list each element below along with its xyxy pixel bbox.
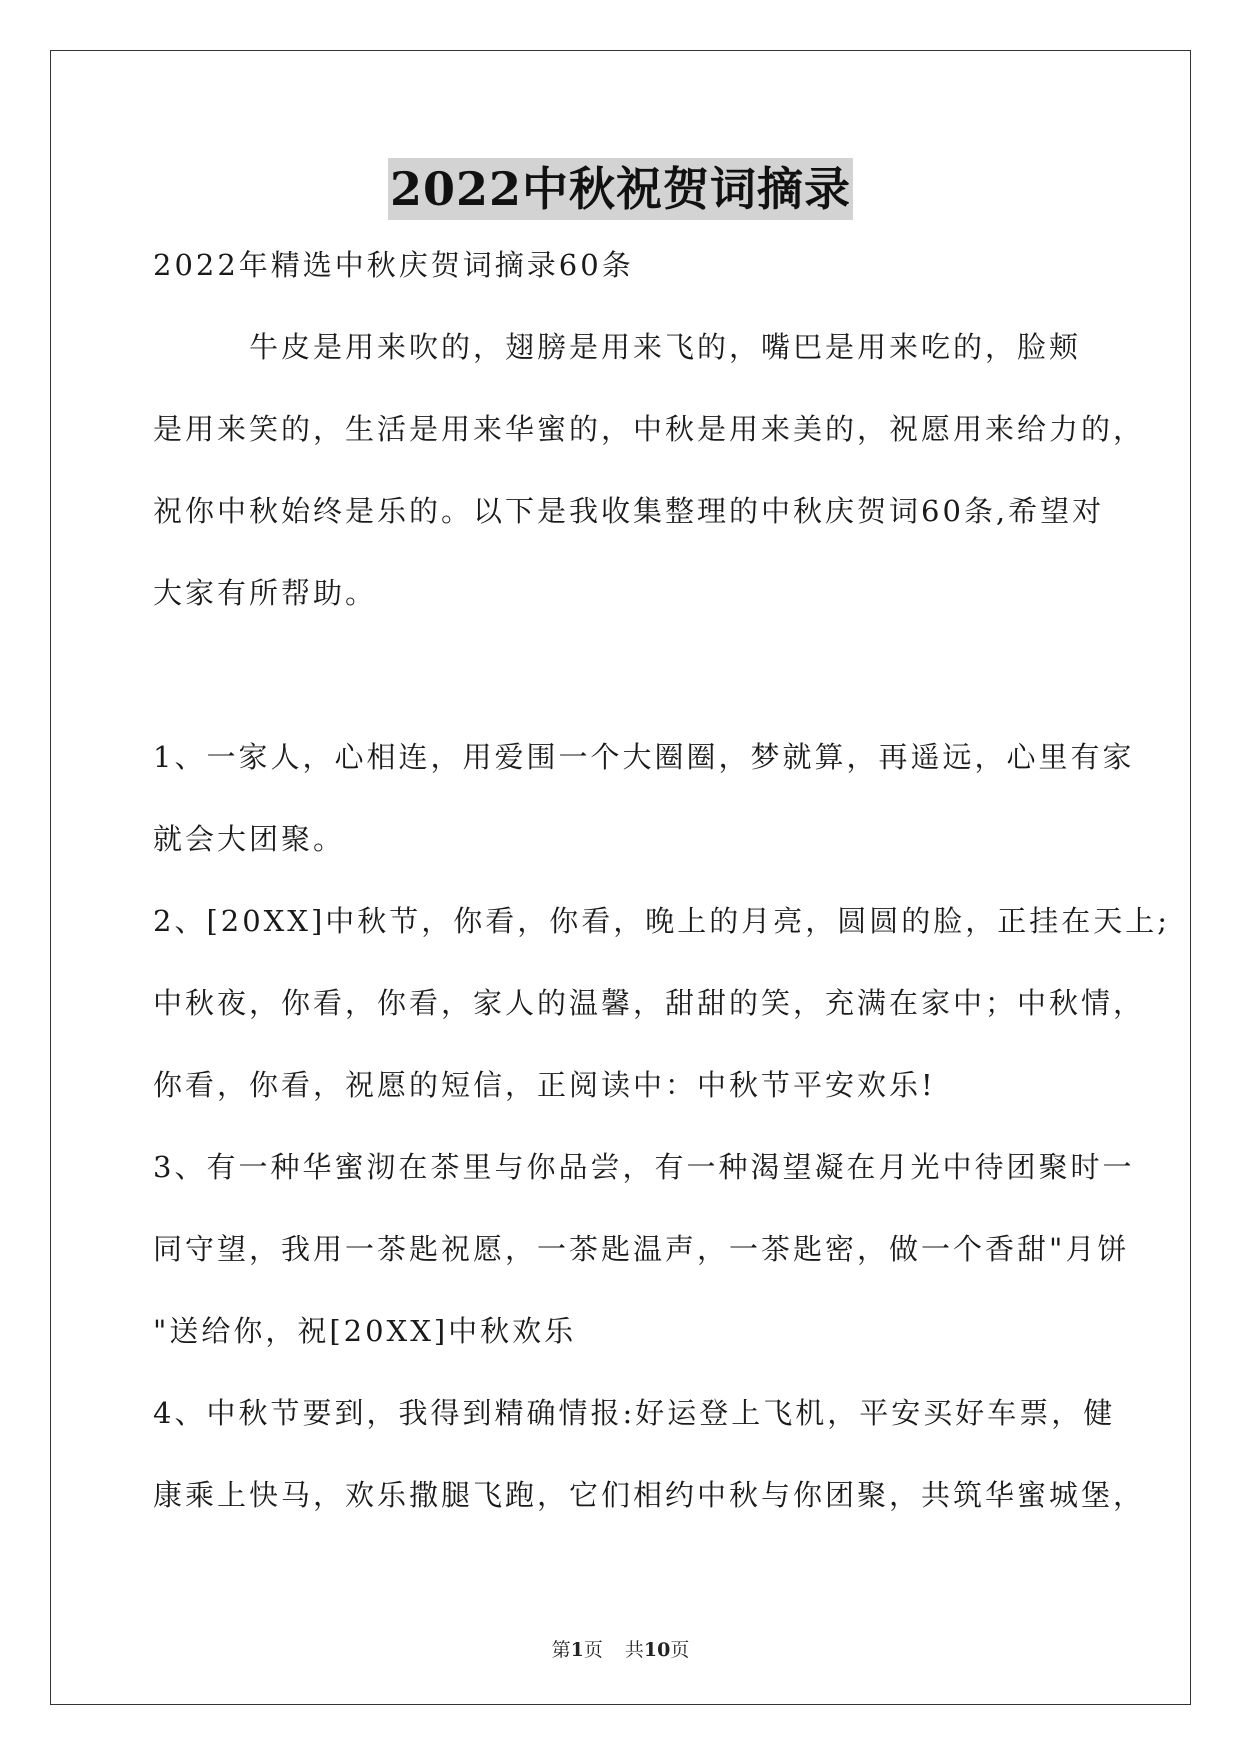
footer-page-current: 1 (570, 1639, 584, 1661)
document-body (153, 248, 1171, 1562)
footer-total-prefix: 共 (624, 1639, 644, 1661)
document-subtitle: 2022年精选中秋庆贺词摘录60条 (153, 248, 634, 282)
item-line: "送给你，祝[20XX]中秋欢乐 (153, 1314, 577, 1348)
intro-line: 是用来笑的，生活是用来华蜜的，中秋是用来美的，祝愿用来给力的， (153, 412, 1146, 446)
document-title: 2022中秋祝贺词摘录 (388, 158, 853, 220)
footer-total-suffix: 页 (670, 1639, 690, 1661)
item-line: 4、中秋节要到，我得到精确情报:好运登上飞机，平安买好车票，健 (153, 1396, 1116, 1430)
title-container (0, 158, 1241, 220)
intro-line: 牛皮是用来吹的，翅膀是用来飞的，嘴巴是用来吃的，脸颊 (153, 330, 1082, 364)
item-line: 你看，你看，祝愿的短信，正阅读中：中秋节平安欢乐! (153, 1068, 936, 1102)
intro-line: 大家有所帮助。 (153, 576, 378, 610)
intro-line: 祝你中秋始终是乐的。以下是我收集整理的中秋庆贺词60条,希望对 (153, 494, 1105, 528)
footer-page-suffix: 页 (583, 1639, 603, 1661)
item-line: 1、一家人，心相连，用爱围一个大圈圈，梦就算，再遥远，心里有家 (153, 740, 1135, 774)
page-footer (0, 1635, 1241, 1662)
item-line: 3、有一种华蜜沏在茶里与你品尝，有一种渴望凝在月光中待团聚时一 (153, 1150, 1135, 1184)
item-line: 同守望，我用一茶匙祝愿，一茶匙温声，一茶匙密，做一个香甜"月饼 (153, 1232, 1130, 1266)
item-line: 中秋夜，你看，你看，家人的温馨，甜甜的笑，充满在家中；中秋情， (153, 986, 1146, 1020)
paragraph-gap (153, 660, 1098, 742)
footer-page-prefix: 第 (551, 1639, 571, 1661)
footer-page-total: 10 (643, 1639, 671, 1661)
item-line: 康乘上快马，欢乐撒腿飞跑，它们相约中秋与你团聚，共筑华蜜城堡， (153, 1478, 1146, 1512)
item-line: 就会大团聚。 (153, 822, 346, 856)
item-line: 2、[20XX]中秋节，你看，你看，晚上的月亮，圆圆的脸，正挂在天上; (153, 904, 1171, 938)
